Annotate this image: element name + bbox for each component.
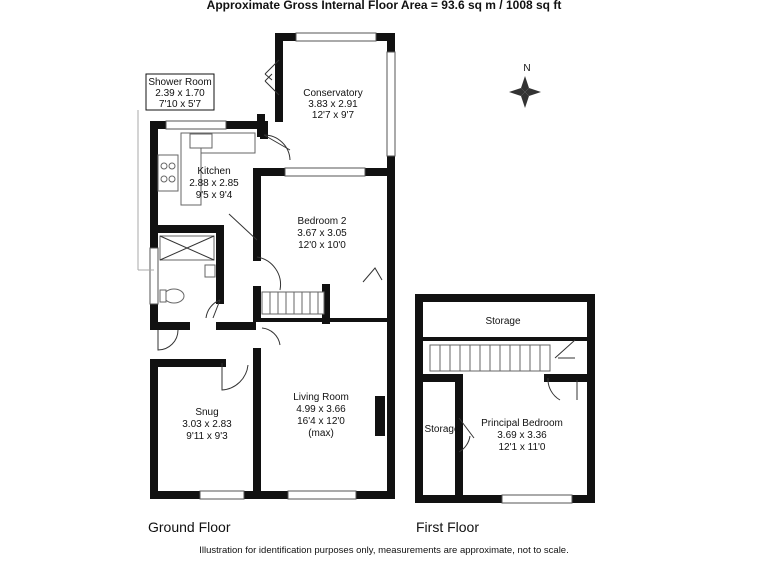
svg-text:Kitchen: Kitchen (197, 166, 231, 177)
svg-text:3.83 x 2.91: 3.83 x 2.91 (308, 99, 358, 110)
principal-bedroom-label (481, 418, 563, 453)
compass-label: N (523, 63, 531, 74)
svg-text:3.03 x 2.83: 3.03 x 2.83 (182, 419, 232, 430)
bedroom-2-label (297, 216, 347, 251)
svg-text:Shower Room: Shower Room (148, 77, 212, 88)
storage-left-label: Storage (424, 424, 460, 435)
svg-text:9'11 x 9'3: 9'11 x 9'3 (186, 431, 228, 442)
svg-text:3.67 x 3.05: 3.67 x 3.05 (297, 228, 347, 239)
svg-text:2.39 x 1.70: 2.39 x 1.70 (155, 88, 205, 99)
svg-text:4.99 x 3.66: 4.99 x 3.66 (296, 404, 346, 415)
kitchen-label (189, 166, 239, 201)
svg-text:Living Room: Living Room (293, 392, 349, 403)
svg-text:12'0 x 10'0: 12'0 x 10'0 (298, 240, 346, 251)
svg-text:Conservatory: Conservatory (303, 88, 363, 99)
svg-text:9'5 x 9'4: 9'5 x 9'4 (195, 190, 233, 201)
snug-label (182, 407, 232, 442)
svg-text:7'10 x 5'7: 7'10 x 5'7 (158, 99, 202, 110)
svg-text:3.69 x 3.36: 3.69 x 3.36 (497, 430, 547, 441)
ground-floor-label: Ground Floor (148, 519, 231, 535)
living-room-label (293, 392, 349, 439)
svg-text:Snug: Snug (195, 407, 219, 418)
svg-text:Principal Bedroom: Principal Bedroom (481, 418, 563, 429)
svg-text:(max): (max) (308, 428, 334, 439)
conservatory-label (303, 88, 362, 121)
svg-text:12'7 x 9'7: 12'7 x 9'7 (311, 110, 355, 121)
disclaimer-text: Illustration for identification purposes only, measurements are approximate, not to scale. (199, 545, 569, 556)
svg-text:16'4 x 12'0: 16'4 x 12'0 (297, 416, 345, 427)
first-floor-plan (419, 298, 591, 503)
first-floor-stairs (430, 345, 550, 371)
svg-text:2.88 x 2.85: 2.88 x 2.85 (189, 178, 239, 189)
svg-text:Bedroom 2: Bedroom 2 (297, 216, 347, 227)
storage-top-label: Storage (485, 316, 521, 327)
first-floor-label: First Floor (416, 519, 479, 535)
ground-stairs (262, 292, 324, 314)
north-compass-icon (509, 63, 541, 108)
floor-area-header: Approximate Gross Internal Floor Area = 93.6 sq m / 1008 sq ft (206, 0, 562, 12)
shower-room-label (146, 74, 214, 110)
svg-text:12'1 x 11'0: 12'1 x 11'0 (498, 442, 546, 453)
